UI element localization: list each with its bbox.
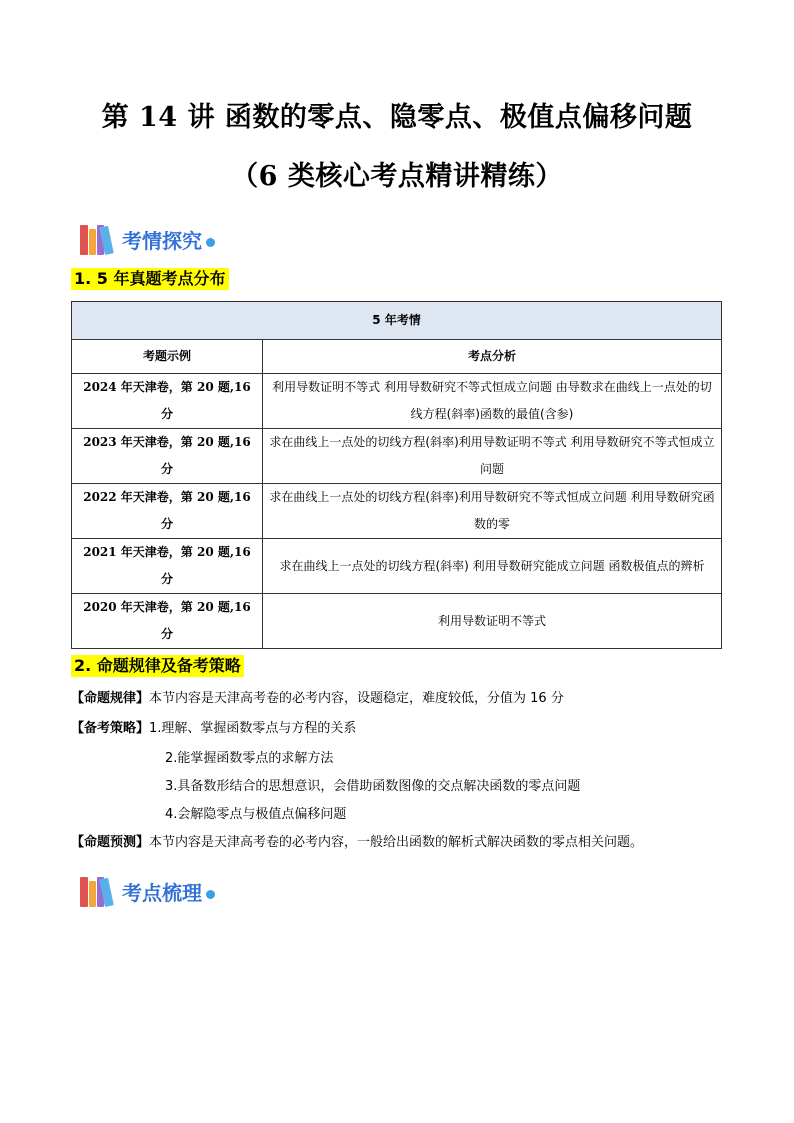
- strategy-item: 1.理解、掌握函数零点与方程的关系: [149, 721, 357, 736]
- section-header-kaoqing: [80, 222, 215, 256]
- section-label: 考情探究: [122, 228, 202, 253]
- dot-icon: [206, 238, 215, 247]
- exam-table: [71, 301, 722, 649]
- column-header-example: 考题示例: [72, 340, 263, 374]
- row-year: 2020 年天津卷，第 20 题,16 分: [72, 594, 263, 649]
- table-row: [72, 429, 722, 484]
- row-analysis: 求在曲线上一点处的切线方程(斜率)利用导数研究不等式恒成立问题 利用导数研究函数的零: [263, 484, 722, 539]
- table-row: [72, 594, 722, 649]
- predict-paragraph: [71, 833, 643, 853]
- predict-label: 【命题预测】: [71, 835, 150, 850]
- table-header: 5 年考情: [72, 302, 722, 340]
- strategy-item: 4.会解隐零点与极值点偏移问题: [165, 807, 347, 822]
- table-row: [72, 539, 722, 594]
- books-icon: [80, 875, 118, 907]
- row-year: 2022 年天津卷，第 20 题,16 分: [72, 484, 263, 539]
- strategy-label: 【备考策略】: [71, 721, 150, 736]
- page-title: 第 14 讲 函数的零点、隐零点、极值点偏移问题: [101, 102, 693, 133]
- row-year: 2021 年天津卷，第 20 题,16 分: [72, 539, 263, 594]
- row-year: 2023 年天津卷，第 20 题,16 分: [72, 429, 263, 484]
- books-icon: [80, 223, 118, 255]
- row-year: 2024 年天津卷，第 20 题,16 分: [72, 374, 263, 429]
- section-label: 考点梳理: [122, 880, 202, 905]
- subsection-heading: 1. 5 年真题考点分布: [71, 268, 229, 290]
- predict-text: 本节内容是天津高考卷的必考内容，一般给出函数的解析式解决函数的零点相关问题。: [149, 835, 644, 850]
- strategy-item: 2.能掌握函数零点的求解方法: [165, 751, 334, 766]
- table-row: [72, 374, 722, 429]
- row-analysis: 利用导数证明不等式: [263, 594, 722, 649]
- rule-text: 本节内容是天津高考卷的必考内容，设题稳定，难度较低，分值为 16 分: [149, 691, 564, 706]
- strategy-paragraph: [71, 719, 356, 739]
- section-header-kaodian: [80, 874, 215, 908]
- dot-icon: [206, 890, 215, 899]
- subsection-heading: 2. 命题规律及备考策略: [71, 655, 244, 677]
- row-analysis: 求在曲线上一点处的切线方程(斜率) 利用导数研究能成立问题 函数极值点的辨析: [263, 539, 722, 594]
- rule-label: 【命题规律】: [71, 691, 150, 706]
- column-header-analysis: 考点分析: [263, 340, 722, 374]
- strategy-item: 3.具备数形结合的思想意识，会借助函数图像的交点解决函数的零点问题: [165, 779, 581, 794]
- rule-paragraph: [71, 689, 564, 709]
- table-row: [72, 484, 722, 539]
- row-analysis: 利用导数证明不等式 利用导数研究不等式恒成立问题 由导数求在曲线上一点处的切线方程(斜率)函数的最值(含参): [263, 374, 722, 429]
- page-subtitle: （6 类核心考点精讲精练）: [231, 161, 563, 192]
- row-analysis: 求在曲线上一点处的切线方程(斜率)利用导数证明不等式 利用导数研究不等式恒成立问题: [263, 429, 722, 484]
